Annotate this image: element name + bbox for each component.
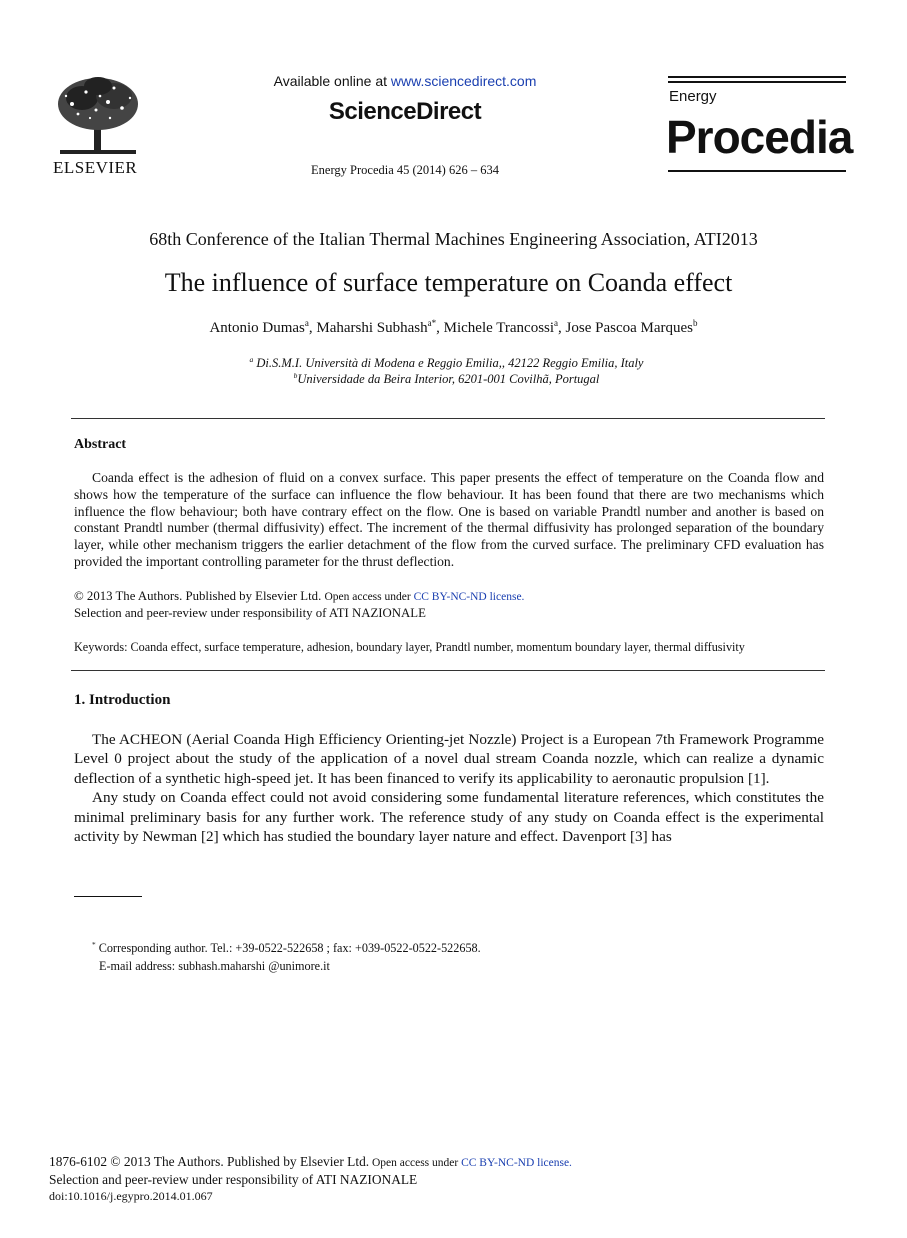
author: Michele Trancossi xyxy=(443,320,555,336)
sciencedirect-link[interactable]: www.sciencedirect.com xyxy=(390,73,537,89)
footnote-email: E-mail address: subhash.maharshi @unimore.it xyxy=(99,959,330,974)
abstract-body xyxy=(74,470,824,571)
author-sup: b xyxy=(693,318,698,328)
open-access-text: Open access under xyxy=(324,591,414,603)
journal-reference: Energy Procedia 45 (2014) 626 – 634 xyxy=(311,163,499,177)
author: Jose Pascoa Marques xyxy=(565,320,694,336)
affiliation xyxy=(0,355,893,371)
intro-paragraph: Any study on Coanda effect could not avoid considering some fundamental literature references, which constitutes the minimal preliminary basis for any further work. The reference study of any study on Coanda effect is the experimental activity by Newman [2] which has studied the boundary layer nature and effect. Davenport [3] has xyxy=(74,789,824,846)
affiliation-text: Di.S.M.I. Università di Modena e Reggio Emilia,, 42122 Reggio Emilia, Italy xyxy=(253,356,644,371)
author-list: Antonio Dumas$^a$, Maharshi Subhash$^{a*}$, Michele Trancossi$^a$, Jose Pascoa Marques$^b$ xyxy=(209,318,698,336)
abstract-heading: Abstract xyxy=(74,437,127,452)
conference-name: 68th Conference of the Italian Thermal Machines Engineering Association, ATI2013 xyxy=(149,229,758,249)
affiliation-text: Universidade da Beira Interior, 6201-001 Covilhã, Portugal xyxy=(297,372,600,387)
affiliation xyxy=(0,371,893,387)
footer-selection: Selection and peer-review under responsibility of ATI NAZIONALE xyxy=(49,1171,418,1187)
paper-title: The influence of surface temperature on Coanda effect xyxy=(164,268,733,297)
footer-license-link[interactable]: CC BY-NC-ND license. xyxy=(461,1157,572,1169)
footnote-corresponding: Corresponding author. Tel.: +39-0522-522658 ; fax: +039-0522-0522-522658. xyxy=(95,941,481,956)
available-prefix: Available online at xyxy=(273,73,391,89)
footer-issn: 1876-6102 © 2013 The Authors. Published by Elsevier Ltd. xyxy=(49,1154,370,1169)
sciencedirect-wordmark: ScienceDirect xyxy=(328,98,482,125)
introduction-body xyxy=(74,730,824,846)
divider xyxy=(71,670,825,671)
footnote xyxy=(92,936,481,975)
abstract-text: Coanda effect is the adhesion of fluid on a convex surface. This paper presents the effect of temperature on the Coanda flow and shows how the temperature of the surface can influence the flow behaviour. It has been found that there are two mechanisms which influence the flow behaviour; both have contrary effect on the flow. One is based on variable Prandtl number and another is based on constant Prandtl number (thermal diffusivity) effect. The increment of the thermal diffusivity has prolonged separation of the boundary layer, while other mechanism triggers the earlier detachment of the flow from the curved surface. The preliminary CFD evaluation has provided the important controlling parameter for the thrust deflection. xyxy=(74,470,824,569)
author-sup: a xyxy=(304,318,309,328)
page-footer xyxy=(49,1154,572,1205)
intro-paragraph: The ACHEON (Aerial Coanda High Efficiency Orienting-jet Nozzle) Project is a European 7th Framework Programme Level 0 project about the study of the application of a novel dual stream Coanda nozzle, which can realize a dynamic deflection of a synthetic high-speed jet. It has been financed to verify its applicability to aeronautic propulsion [1]. xyxy=(74,731,824,787)
keywords: Keywords: Coanda effect, surface temperature, adhesion, boundary layer, Prandtl number, momentum boundary layer, thermal diffusivity xyxy=(74,640,745,654)
footer-doi[interactable]: doi:10.1016/j.egypro.2014.01.067 xyxy=(49,1189,213,1203)
procedia-rule xyxy=(668,81,846,83)
elsevier-wordmark: ELSEVIER xyxy=(53,158,138,177)
footnote-rule xyxy=(74,896,142,897)
section-heading: 1. Introduction xyxy=(74,692,171,708)
copyright-text: © 2013 The Authors. Published by Elsevier Ltd. xyxy=(74,589,322,603)
copyright-line xyxy=(74,589,524,604)
footer-open-access: Open access under xyxy=(369,1157,462,1169)
procedia-wordmark: Procedia xyxy=(666,111,853,163)
divider xyxy=(71,418,825,419)
author: Maharshi Subhash xyxy=(316,320,428,336)
affiliation-sup: b xyxy=(293,371,298,380)
footnote-mark: * xyxy=(92,940,96,949)
author-sup: a xyxy=(554,318,559,328)
affiliation-sup: a xyxy=(249,355,254,364)
author-sup: a* xyxy=(427,318,437,328)
procedia-rule xyxy=(668,76,846,78)
author: Antonio Dumas xyxy=(209,320,305,336)
procedia-energy-label: Energy xyxy=(669,88,717,105)
selection-line: Selection and peer-review under responsibility of ATI NAZIONALE xyxy=(74,606,426,620)
license-link[interactable]: CC BY-NC-ND license. xyxy=(413,591,525,603)
procedia-rule xyxy=(668,170,846,172)
